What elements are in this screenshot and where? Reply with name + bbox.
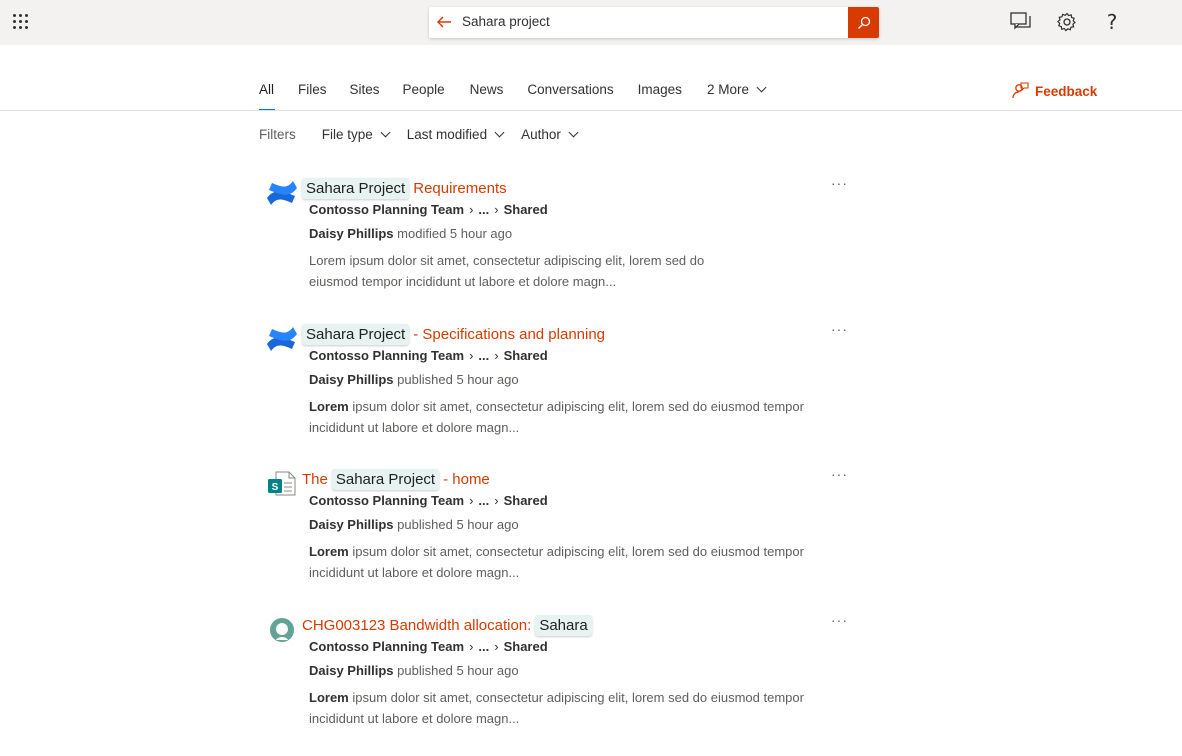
chevron-right-icon: › — [494, 493, 499, 508]
servicenow-icon — [265, 613, 299, 647]
result-description — [309, 250, 709, 292]
result-meta — [309, 663, 519, 678]
search-highlight: Sahara Project — [332, 469, 439, 490]
breadcrumb-ellipsis[interactable]: ... — [478, 202, 490, 217]
tab-news[interactable]: News — [469, 82, 504, 97]
tab-conversations[interactable]: Conversations — [527, 82, 614, 97]
chevron-right-icon: › — [469, 639, 474, 654]
result-meta — [309, 372, 519, 387]
filters-label: Filters — [259, 127, 296, 142]
feedback-label: Feedback — [1035, 83, 1098, 99]
result-meta — [309, 517, 519, 532]
tab-more-label: 2 More — [706, 82, 749, 97]
more-options-icon[interactable]: ··· — [831, 612, 848, 628]
desc-text: ipsum dolor sit amet, consectetur adipiscing elit, lorem sed do eiusmod tempor incididunt ut labore et dolore magn... — [309, 544, 804, 580]
breadcrumb-ellipsis[interactable]: ... — [478, 493, 490, 508]
feedback-icon — [1011, 82, 1029, 100]
author-name: Daisy Phillips — [309, 372, 394, 387]
tab-images[interactable]: Images — [637, 82, 682, 97]
tab-all[interactable]: All — [259, 82, 274, 110]
title-prefix: CHG003123 Bandwidth allocation: — [302, 616, 532, 634]
app-launcher-icon[interactable] — [13, 14, 29, 30]
result-description — [309, 541, 829, 583]
search-button[interactable] — [848, 7, 879, 38]
tab-people[interactable]: People — [402, 82, 445, 97]
breadcrumb-folder[interactable]: Shared — [503, 639, 548, 654]
breadcrumb — [309, 348, 548, 363]
breadcrumb-ellipsis[interactable]: ... — [478, 639, 490, 654]
chevron-right-icon: › — [469, 202, 474, 217]
search-highlight: Sahara Project — [302, 324, 409, 345]
breadcrumb — [309, 639, 548, 654]
confluence-icon — [265, 176, 299, 210]
result-action: modified 5 hour ago — [397, 226, 513, 241]
sharepoint-icon — [265, 467, 299, 501]
tab-files[interactable]: Files — [298, 82, 327, 97]
chevron-down-icon — [380, 128, 390, 138]
author-name: Daisy Phillips — [309, 517, 394, 532]
result-title-link[interactable] — [302, 322, 605, 346]
chat-feedback-icon[interactable] — [1010, 11, 1032, 33]
breadcrumb-site[interactable]: Contosso Planning Team — [309, 348, 465, 363]
result-description — [309, 687, 829, 729]
more-options-icon[interactable]: ··· — [831, 175, 848, 191]
chevron-down-icon — [568, 128, 578, 138]
feedback-button[interactable] — [1011, 82, 1097, 100]
breadcrumb-folder[interactable]: Shared — [503, 202, 548, 217]
search-tabs — [259, 82, 765, 110]
desc-text: ipsum dolor sit amet, consectetur adipiscing elit, lorem sed do eiusmod tempor incididunt ut labore et dolore magn... — [309, 399, 804, 435]
filter-label: Last modified — [406, 127, 488, 142]
title-suffix: Requirements — [413, 179, 507, 197]
title-suffix: - Specifications and planning — [413, 325, 606, 343]
search-input[interactable]: Sahara project — [462, 14, 550, 29]
top-bar — [0, 0, 1182, 45]
filter-last-modified[interactable] — [407, 127, 503, 142]
breadcrumb-site[interactable]: Contosso Planning Team — [309, 493, 465, 508]
search-highlight: Sahara Project — [302, 178, 409, 199]
result-description — [309, 396, 829, 438]
more-options-icon[interactable]: ··· — [831, 321, 848, 337]
result-title-link[interactable] — [302, 176, 507, 200]
desc-bold: Lorem — [309, 544, 349, 559]
result-title-link[interactable] — [302, 467, 490, 491]
svg-text:S: S — [271, 482, 279, 493]
chevron-down-icon — [495, 128, 505, 138]
result-action: published 5 hour ago — [397, 517, 519, 532]
filter-file-type[interactable] — [322, 127, 389, 142]
breadcrumb — [309, 493, 548, 508]
breadcrumb-folder[interactable]: Shared — [503, 348, 548, 363]
chevron-right-icon: › — [494, 348, 499, 363]
result-title-link[interactable] — [302, 613, 592, 637]
breadcrumb-site[interactable]: Contosso Planning Team — [309, 639, 465, 654]
confluence-icon — [265, 322, 299, 356]
breadcrumb-ellipsis[interactable]: ... — [478, 348, 490, 363]
author-name: Daisy Phillips — [309, 663, 394, 678]
breadcrumb-folder[interactable]: Shared — [503, 493, 548, 508]
filter-label: Author — [521, 127, 561, 142]
more-options-icon[interactable]: ··· — [831, 466, 848, 482]
desc-bold: Lorem — [309, 690, 349, 705]
breadcrumb — [309, 202, 548, 217]
breadcrumb-site[interactable]: Contosso Planning Team — [309, 202, 465, 217]
chevron-right-icon: › — [494, 639, 499, 654]
gear-icon[interactable] — [1056, 11, 1078, 33]
help-icon[interactable]: ? — [1106, 10, 1118, 34]
result-action: published 5 hour ago — [397, 663, 519, 678]
tabs-divider — [0, 110, 1182, 111]
filters-bar — [259, 127, 595, 142]
desc-text: ipsum dolor sit amet, consectetur adipiscing elit, lorem sed do eiusmod tempor incididunt ut labore et dolore magn... — [309, 690, 804, 726]
author-name: Daisy Phillips — [309, 226, 394, 241]
result-action: published 5 hour ago — [397, 372, 519, 387]
tab-sites[interactable]: Sites — [349, 82, 380, 97]
back-arrow-icon[interactable] — [435, 13, 453, 31]
desc-text: Lorem ipsum dolor sit amet, consectetur adipiscing elit, lorem sed do eiusmod tempor incididunt ut labore et dolore magn... — [309, 253, 705, 289]
filter-label: File type — [321, 127, 373, 142]
search-box[interactable] — [429, 7, 879, 38]
chevron-right-icon: › — [469, 493, 474, 508]
chevron-right-icon: › — [494, 202, 499, 217]
search-highlight: Sahara — [535, 615, 591, 636]
title-prefix: The — [302, 470, 328, 488]
title-suffix: - home — [443, 470, 490, 488]
desc-bold: Lorem — [309, 399, 349, 414]
chevron-right-icon: › — [469, 348, 474, 363]
filter-author[interactable] — [521, 127, 577, 142]
chevron-down-icon — [757, 83, 767, 93]
result-meta — [309, 226, 512, 241]
search-icon — [857, 16, 871, 30]
tab-more[interactable] — [707, 82, 765, 110]
